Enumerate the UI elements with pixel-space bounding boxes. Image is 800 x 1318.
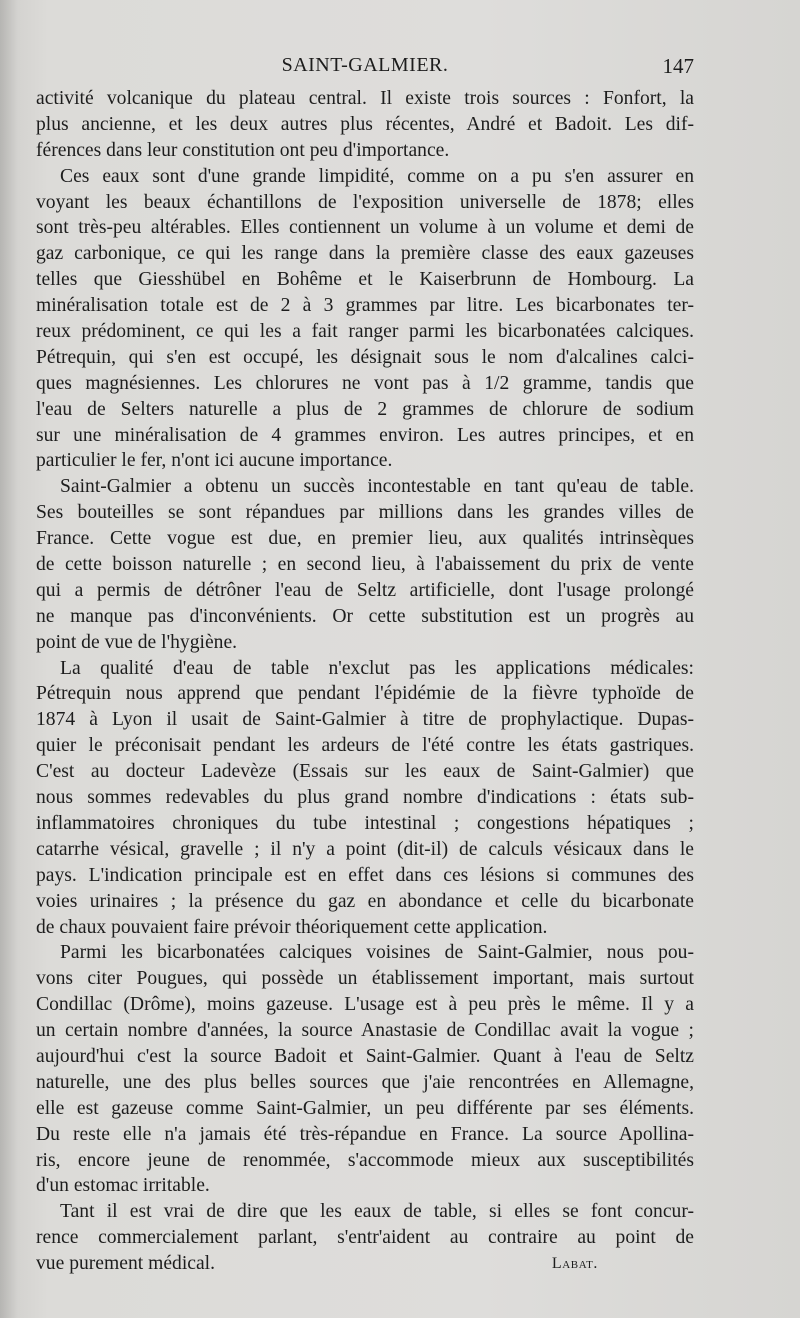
text-line: Pétrequin nous apprend que pendant l'épidémie de la fièvre typhoïde de (36, 683, 694, 705)
text-line: l'eau de Selters naturelle a plus de 2 grammes de chlorure de sodium (36, 398, 694, 420)
paragraph (36, 86, 694, 164)
text-line: pays. L'indication principale est en effet dans ces lésions si communes des (36, 864, 694, 886)
text-line: voies urinaires ; la présence du gaz en abondance et celle du bicarbonate (36, 890, 694, 912)
text-line: sur une minéralisation de 4 grammes environ. Les autres principes, et en (36, 424, 694, 446)
paragraph (36, 656, 694, 941)
text-line: de cette boisson naturelle ; en second lieu, à l'abaissement du prix de vente (36, 554, 694, 576)
text-line: Tant il est vrai de dire que les eaux de table, si elles se font concur- (60, 1201, 694, 1223)
page-number: 147 (662, 54, 694, 78)
text-line: vons citer Pougues, qui possède un établissement important, mais surtout (36, 968, 694, 990)
text-line: sont très-peu altérables. Elles contiennent un volume à un volume et demi de (36, 217, 694, 239)
text-line: Ses bouteilles se sont répandues par millions dans les grandes villes de (36, 502, 694, 524)
text-line: ris, encore jeune de renommée, s'accommode mieux aux susceptibilités (36, 1149, 694, 1171)
text-line: ques magnésiennes. Les chlorures ne vont pas à 1/2 gramme, tandis que (36, 372, 694, 394)
text-line: de chaux pouvaient faire prévoir théoriquement cette application. (36, 916, 548, 938)
text-line: qui a permis de détrôner l'eau de Seltz artificielle, dont l'usage prolongé (36, 579, 694, 601)
text-line: nous sommes redevables du plus grand nombre d'indications : états sub- (36, 787, 694, 809)
text-line: quier le préconisait pendant les ardeurs de l'été contre les états gastriques. (36, 735, 694, 757)
text-line: naturelle, une des plus belles sources que j'aie rencontrées en Allemagne, (36, 1071, 694, 1093)
text-line: Ces eaux sont d'une grande limpidité, comme on a pu s'en assurer en (60, 165, 694, 187)
text-line: ne manque pas d'inconvénients. Or cette substitution est un progrès au (36, 605, 694, 627)
text-line: Parmi les bicarbonatées calciques voisines de Saint-Galmier, nous pou- (60, 942, 694, 964)
author-signature: Labat. (551, 1255, 598, 1273)
text-line: point de vue de l'hygiène. (36, 631, 238, 653)
text-line: Du reste elle n'a jamais été très-répandue en France. La source Apollina- (36, 1123, 694, 1145)
running-head (36, 50, 694, 84)
text-line: férences dans leur constitution ont peu d'importance. (36, 139, 450, 161)
text-line: Pétrequin, qui s'en est occupé, les désignait sous le nom d'alcalines calci- (36, 346, 694, 368)
text-line: inflammatoires chroniques du tube intestinal ; congestions hépatiques ; (36, 812, 694, 834)
text-line: 1874 à Lyon il usait de Saint-Galmier à titre de prophylactique. Dupas- (36, 709, 694, 731)
text-line: France. Cette vogue est due, en premier lieu, aux qualités intrinsèques (36, 528, 694, 550)
text-line: voyant les beaux échantillons de l'exposition universelle de 1878; elles (36, 191, 694, 213)
text-line: rence commercialement parlant, s'entr'aident au contraire au point de (36, 1227, 694, 1249)
text-line: un certain nombre d'années, la source Anastasie de Condillac avait la vogue ; (36, 1020, 694, 1042)
text-line: d'un estomac irritable. (36, 1175, 210, 1197)
paragraph (36, 940, 694, 1199)
text-line: elle est gazeuse comme Saint-Galmier, un peu différente par ses éléments. (36, 1097, 694, 1119)
text-line: La qualité d'eau de table n'exclut pas les applications médicales: (60, 657, 694, 679)
text-line: C'est au docteur Ladevèze (Essais sur les eaux de Saint-Galmier) que (36, 761, 694, 783)
text-line: Condillac (Drôme), moins gazeuse. L'usage est à peu près le même. Il y a (36, 994, 694, 1016)
text-line: aujourd'hui c'est la source Badoit et Saint-Galmier. Quant à l'eau de Seltz (36, 1045, 694, 1067)
text-line: particulier le fer, n'ont ici aucune importance. (36, 450, 393, 472)
text-line: reux prédominent, ce qui les a fait ranger parmi les bicarbonatées calciques. (36, 321, 694, 343)
text-line: gaz carbonique, ce qui les range dans la première classe des eaux gazeuses (36, 243, 694, 265)
page-title: SAINT-GALMIER. (281, 54, 449, 76)
text-line: plus ancienne, et les deux autres plus récentes, André et Badoit. Les dif- (36, 113, 694, 135)
binding-shadow (0, 0, 18, 1318)
paragraph (36, 164, 694, 475)
text-line: catarrhe vésical, gravelle ; il n'y a point (dit-il) de calculs vésicaux dans le (36, 838, 694, 860)
text-line: vue purement médical. Labat. (36, 1251, 694, 1277)
text-line: activité volcanique du plateau central. Il existe trois sources : Fonfort, la (36, 88, 694, 109)
paragraph (36, 474, 694, 655)
text-line: telles que Giesshübel en Bohême et le Kaiserbrunn de Hombourg. La (36, 269, 694, 291)
text-line: Saint-Galmier a obtenu un succès incontestable en tant qu'eau de table. (60, 476, 694, 498)
text-line: minéralisation totale est de 2 à 3 grammes par litre. Les bicarbonates ter- (36, 295, 694, 317)
paragraph (36, 1199, 694, 1277)
body-text (36, 86, 694, 1277)
